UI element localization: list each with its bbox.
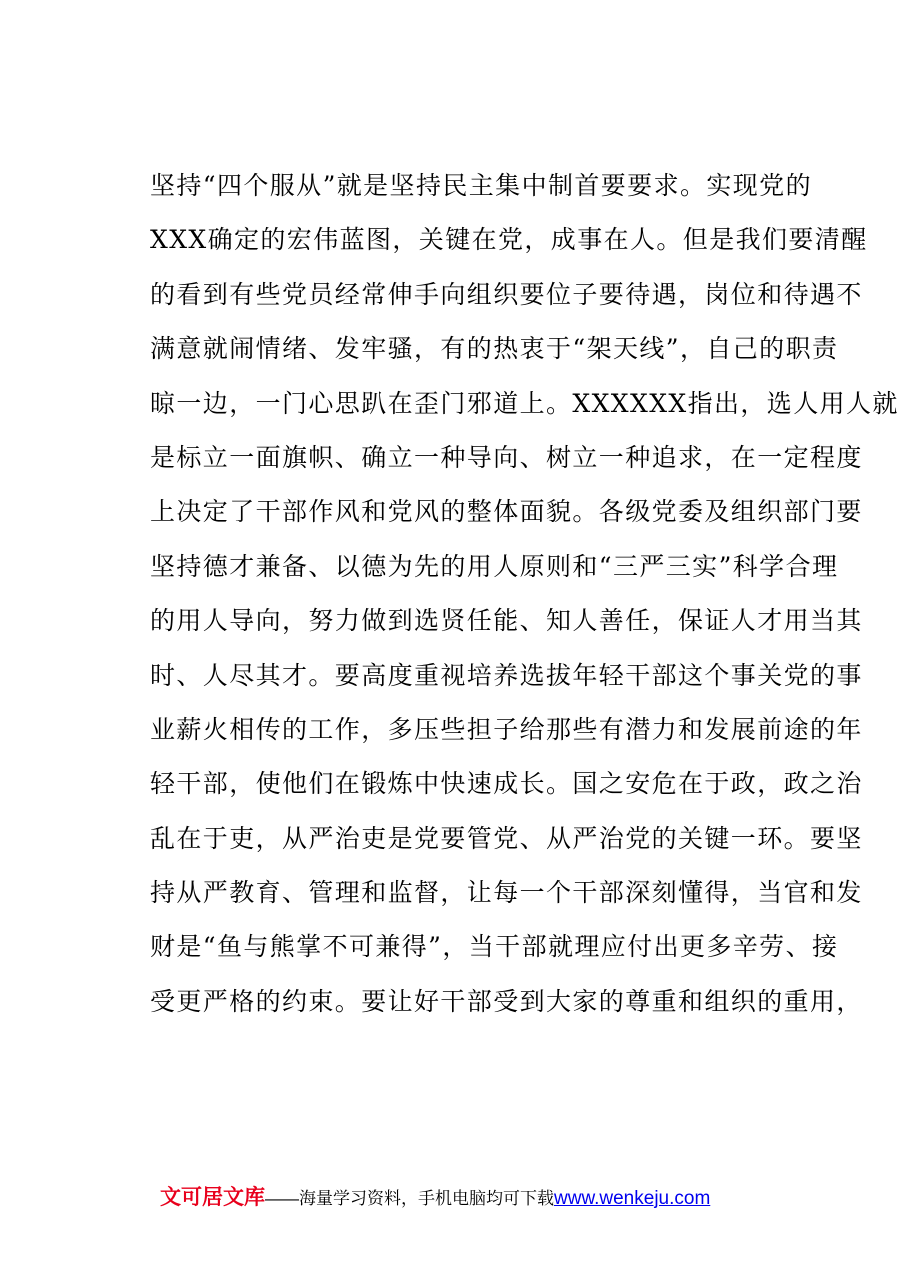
footer-brand: 文可居文库 (160, 1186, 265, 1209)
text-line: 是标立一面旗帜、确立一种导向、树立一种追求，在一定程度 (150, 442, 863, 472)
text-line: 满意就闹情绪、发牢骚，有的热衷于“架天线”，自己的职责 (150, 334, 839, 364)
footer-banner (160, 1178, 860, 1218)
text-line: 受更严格的约束。要让好干部受到大家的尊重和组织的重用， (150, 986, 863, 1016)
text-line: 的看到有些党员经常伸手向组织要位子要待遇，岗位和待遇不 (150, 279, 863, 309)
text-line: 晾一边，一门心思趴在歪门邪道上。XXXXXX指出，选人用人就 (150, 388, 899, 418)
text-line: 财是“鱼与熊掌不可兼得”，当干部就理应付出更多辛劳、接 (150, 932, 839, 962)
text-line: 时、人尽其才。要高度重视培养选拔年轻干部这个事关党的事 (150, 660, 863, 690)
footer-website-link[interactable]: www.wenkeju.com (554, 1188, 711, 1209)
body-paragraph (150, 164, 899, 1034)
text-line: 坚持德才兼备、以德为先的用人原则和“三严三实”科学合理 (150, 551, 839, 581)
footer-dash: —— (265, 1189, 299, 1208)
text-line: 持从严教育、管理和监督，让每一个干部深刻懂得，当官和发 (150, 878, 863, 908)
text-line: 轻干部，使他们在锻炼中快速成长。国之安危在于政，政之治 (150, 769, 863, 799)
text-line: 坚持“四个服从”就是坚持民主集中制首要要求。实现党的 (150, 171, 812, 200)
text-line: 上决定了干部作风和党风的整体面貌。各级党委及组织部门要 (150, 497, 863, 527)
text-line: 业薪火相传的工作，多压些担子给那些有潜力和发展前途的年 (150, 714, 863, 744)
text-line: 的用人导向，努力做到选贤任能、知人善任，保证人才用当其 (150, 606, 863, 636)
footer-tagline: 海量学习资料，手机电脑均可下载 (299, 1189, 554, 1208)
text-line: 乱在于吏，从严治吏是党要管党、从严治党的关键一环。要坚 (150, 823, 863, 853)
text-line: XXX确定的宏伟蓝图，关键在党，成事在人。但是我们要清醒 (150, 225, 868, 255)
